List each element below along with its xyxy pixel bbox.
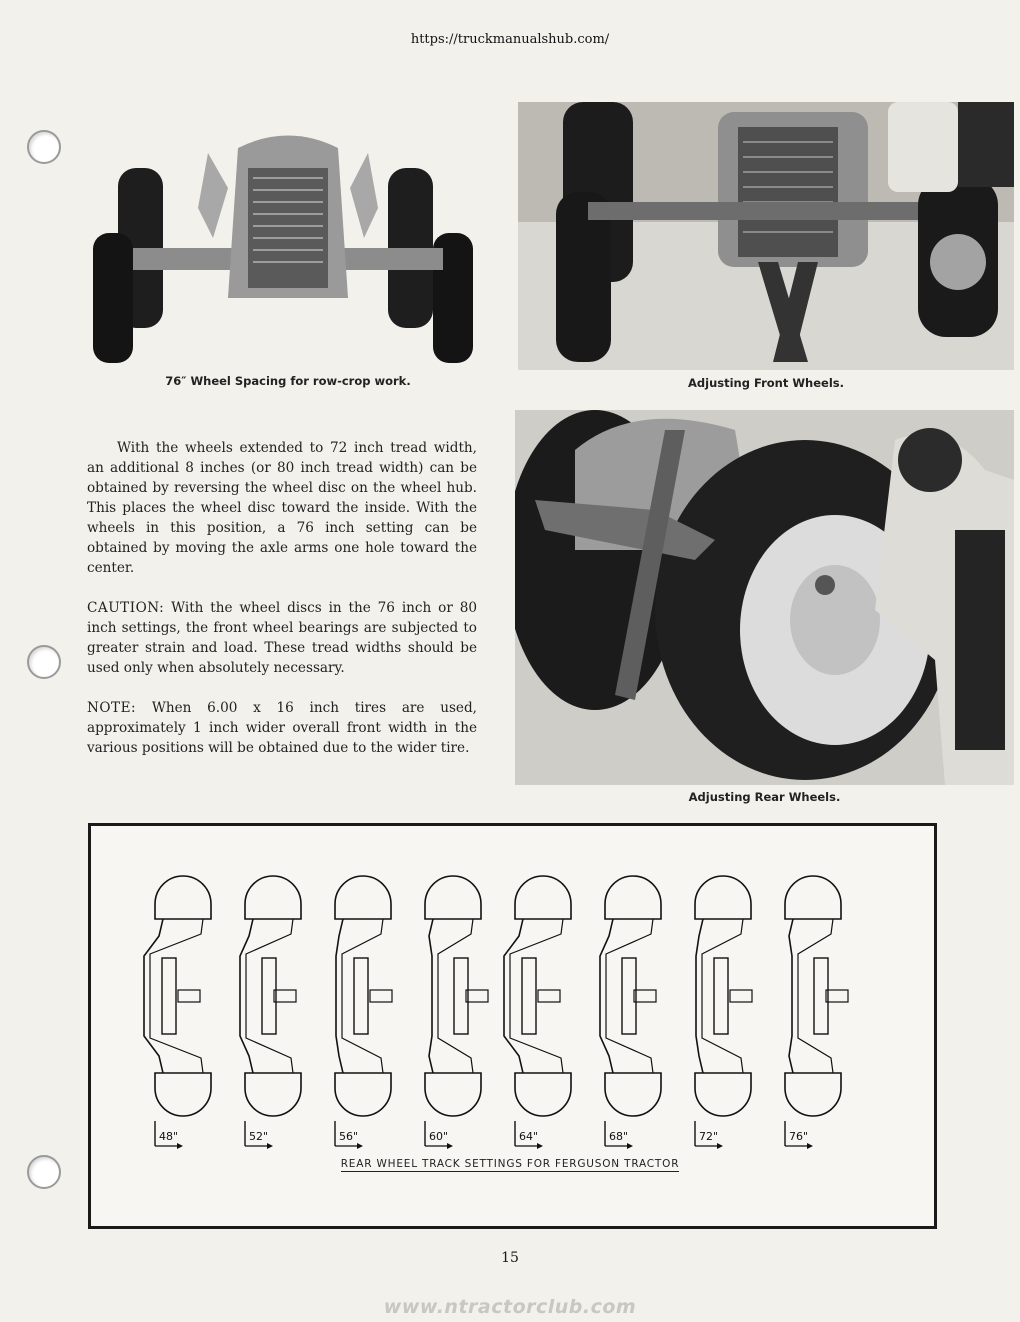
binder-hole-middle xyxy=(27,645,61,679)
wheel-diagram xyxy=(695,876,752,1149)
paragraph-caution xyxy=(87,598,477,678)
photo-adjusting-front-wheels xyxy=(518,102,1014,370)
track-setting-label: 56" xyxy=(339,1130,359,1143)
track-setting-label: 48" xyxy=(159,1130,179,1143)
photo-tractor-row-crop xyxy=(88,128,488,363)
track-setting-label: 64" xyxy=(519,1130,539,1143)
photo-adjusting-rear-wheels xyxy=(515,410,1014,785)
track-setting-label: 72" xyxy=(699,1130,719,1143)
wheel-diagram xyxy=(144,876,211,1149)
paragraph-tread-width xyxy=(87,438,477,578)
source-url[interactable]: https://truckmanualshub.com/ xyxy=(410,32,610,47)
page-number: 15 xyxy=(501,1250,519,1266)
wheel-diagram xyxy=(785,876,848,1149)
paragraph-note xyxy=(87,698,477,758)
caption-row-crop: 76″ Wheel Spacing for row-crop work. xyxy=(165,374,411,388)
track-setting-label: 68" xyxy=(609,1130,629,1143)
wheel-diagram xyxy=(240,876,301,1149)
track-setting-label: 60" xyxy=(429,1130,449,1143)
diagram-title: REAR WHEEL TRACK SETTINGS FOR FERGUSON TRACTOR xyxy=(340,1158,680,1170)
note-label: NOTE: xyxy=(87,700,137,716)
watermark: www.ntractorclub.com xyxy=(383,1296,637,1318)
wheel-diagram xyxy=(600,876,661,1149)
paragraph-text: With the wheel discs in the 76 inch or 80 inch settings, the front wheel bearings are subjected to greater strain and load. These tread widths should be used only when absolutely necessary. xyxy=(87,600,477,676)
track-setting-label: 76" xyxy=(789,1130,809,1143)
wheel-diagram xyxy=(335,876,392,1149)
paragraph-text: With the wheels extended to 72 inch tread width, an additional 8 inches (or 80 inch tread width) can be obtained by reversing the wheel disc on the wheel hub. This places the wheel disc toward the inside. With the wheels in this position, a 76 inch setting can be obtained by moving the axle arms one hole toward the center. xyxy=(87,440,477,576)
caption-rear-wheels: Adjusting Rear Wheels. xyxy=(688,790,841,804)
track-setting-label: 52" xyxy=(249,1130,269,1143)
wheel-diagram xyxy=(425,876,488,1149)
caution-label: CAUTION: xyxy=(87,600,165,616)
paragraph-text: When 6.00 x 16 inch tires are used, approximately 1 inch wider overall front width in the various positions will be obtained due to the wider tire. xyxy=(87,700,477,756)
wheel-diagram xyxy=(504,876,571,1149)
binder-hole-top xyxy=(27,130,61,164)
caption-front-wheels: Adjusting Front Wheels. xyxy=(688,376,844,390)
